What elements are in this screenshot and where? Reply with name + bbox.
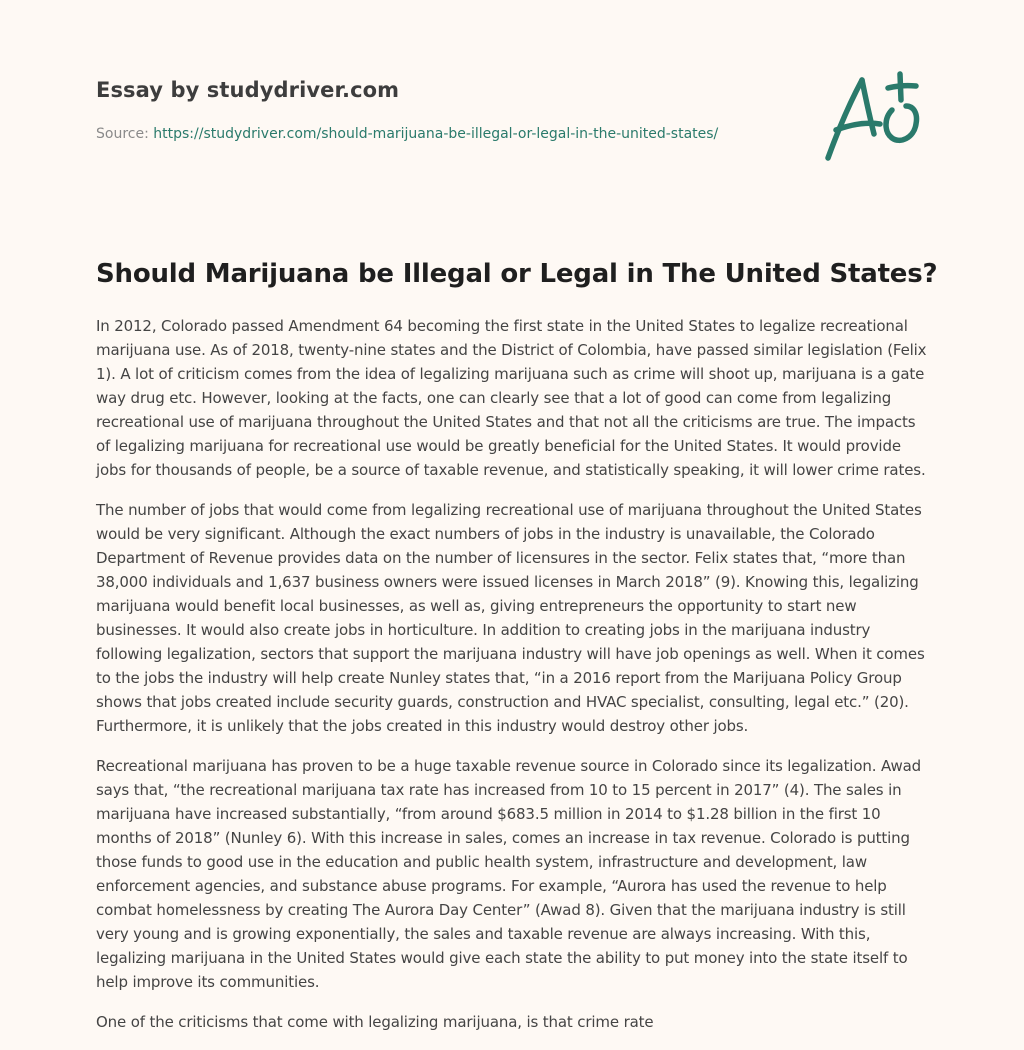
source-line [96,124,718,144]
essay-paragraph-1: In 2012, Colorado passed Amendment 64 becoming the first state in the United States to legalize recreational marijuana use. As of 2018, twenty-nine states and the District of Colombia, have passed similar legislation (Felix 1). A lot of criticism comes from the idea of legalizing marijuana such as crime will shoot up, marijuana is a gate way drug etc. However, looking at the facts, one can clearly see that a lot of good can come from legalizing recreational use of marijuana throughout the United States and that not all the criticisms are true. The impacts of legalizing marijuana for recreational use would be greatly beneficial for the United States. It would provide jobs for thousands of people, be a source of taxable revenue, and statistically speaking, it will lower crime rates. [96,317,927,479]
site-title: Essay by studydriver.com [96,78,400,102]
source-link[interactable]: https://studydriver.com/should-marijuana-be-illegal-or-legal-in-the-united-states/ [153,126,719,142]
a-plus-logo-icon [818,66,928,166]
essay-title: Should Marijuana be Illegal or Legal in The United States? [96,259,938,289]
essay-paragraph-3: Recreational marijuana has proven to be a huge taxable revenue source in Colorado since its legalization. Awad says that, “the recreational marijuana tax rate has increased from 10 to 15 percent in 2017” (4). The sales in marijuana have increased substantially, “from around $683.5 million in 2014 to $1.28 billion in the first 10 months of 2018” (Nunley 6). With this increase in sales, comes an increase in tax revenue. Colorado is putting those funds to good use in the education and public health system, infrastructure and development, law enforcement agencies, and substance abuse programs. For example, “Aurora has used the revenue to help combat homelessness by creating The Aurora Day Center” (Awad 8). Given that the marijuana industry is still very young and is growing exponentially, the sales and taxable revenue are always increasing. With this, legalizing marijuana in the United States would give each state the ability to put money into the state itself to help improve its communities. [96,757,921,991]
essay-paragraph-4: One of the criticisms that come with legalizing marijuana, is that crime rate [96,1013,654,1031]
essay-body [96,314,930,1050]
essay-paragraph-2: The number of jobs that would come from legalizing recreational use of marijuana throughout the United States would be very significant. Although the exact numbers of jobs in the industry is unavailable, the Colorado Department of Revenue provides data on the number of licensures in the sector. Felix states that, “more than 38,000 individuals and 1,637 business owners were issued licenses in March 2018” (9). Knowing this, legalizing marijuana would benefit local businesses, as well as, giving entrepreneurs the opportunity to start new businesses. It would also create jobs in horticulture. In addition to creating jobs in the marijuana industry following legalization, sectors that support the marijuana industry will have job openings as well. When it comes to the jobs the industry will help create Nunley states that, “in a 2016 report from the Marijuana Policy Group shows that jobs created include security guards, construction and HVAC specialist, consulting, legal etc.” (20). Furthermore, it is unlikely that the jobs created in this industry would destroy other jobs. [96,501,925,735]
essay-header [96,76,796,142]
source-label: Source: [96,126,154,142]
